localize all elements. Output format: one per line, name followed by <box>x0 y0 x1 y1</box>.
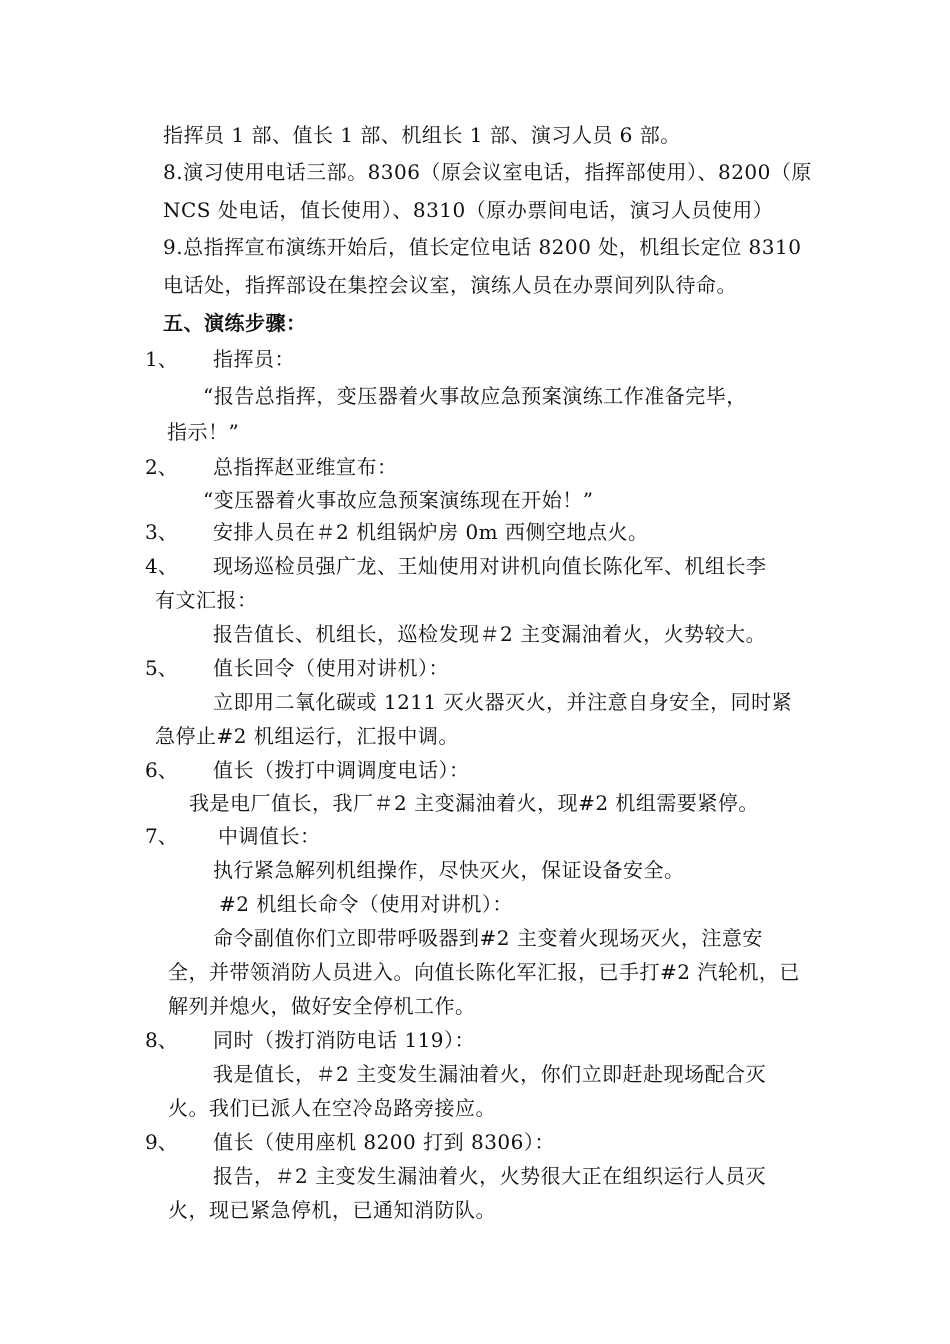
step-number: 6、 <box>145 758 178 782</box>
body-line: 我是电厂值长，我厂＃2 主变漏油着火，现#2 机组需要紧停。 <box>189 791 759 815</box>
step-text: 同时（拨打消防电话 119）： <box>213 1028 476 1052</box>
body-line: 有文汇报： <box>155 588 258 612</box>
body-line: 命令副值你们立即带呼吸器到#2 主变着火现场灭火，注意安 <box>213 926 763 950</box>
text-line: NCS 处电话，值长使用）、8310（原办票间电话，演习人员使用） <box>163 198 774 222</box>
body-line: 指示！” <box>167 420 240 444</box>
step-number: 2、 <box>145 455 178 479</box>
body-line: 急停止#2 机组运行，汇报中调。 <box>155 724 459 748</box>
text-line: 9.总指挥宣布演练开始后，值长定位电话 8200 处，机组长定位 8310 <box>163 235 802 259</box>
body-line: “报告总指挥，变压器着火事故应急预案演练工作准备完毕， <box>203 384 747 408</box>
body-line: 立即用二氧化碳或 1211 灭火器灭火，并注意自身安全，同时紧 <box>213 690 793 714</box>
step-text: 安排人员在＃2 机组锅炉房 0m 西侧空地点火。 <box>213 520 649 544</box>
body-line: 报告值长、机组长，巡检发现＃2 主变漏油着火，火势较大。 <box>213 622 767 646</box>
body-line: #2 机组长命令（使用对讲机）： <box>219 892 513 916</box>
text-line: 电话处，指挥部设在集控会议室，演练人员在办票间列队待命。 <box>163 273 737 297</box>
step-text: 指挥员： <box>213 347 295 371</box>
step-number: 5、 <box>145 656 178 680</box>
text-line: 8.演习使用电话三部。8306（原会议室电话，指挥部使用）、8200（原 <box>163 160 812 184</box>
step-number: 4、 <box>145 554 178 578</box>
body-line: 解列并熄火，做好安全停机工作。 <box>168 994 476 1018</box>
step-number: 3、 <box>145 520 178 544</box>
step-number: 7、 <box>145 824 178 848</box>
body-line: 火。我们已派人在空冷岛路旁接应。 <box>168 1096 496 1120</box>
step-text: 现场巡检员强广龙、王灿使用对讲机向值长陈化军、机组长李 <box>213 554 767 578</box>
section-title: 五、演练步骤： <box>163 311 307 335</box>
step-number: 8、 <box>145 1028 178 1052</box>
step-text: 值长（使用座机 8200 打到 8306）： <box>213 1130 555 1154</box>
body-line: 全，并带领消防人员进入。向值长陈化军汇报，已手打#2 汽轮机，已 <box>168 960 800 984</box>
step-text: 中调值长： <box>218 824 321 848</box>
step-number: 1、 <box>145 347 178 371</box>
step-text: 总指挥赵亚维宣布： <box>213 455 398 479</box>
step-text: 值长（拨打中调调度电话）： <box>213 758 470 782</box>
text-line: 指挥员 1 部、值长 1 部、机组长 1 部、演习人员 6 部。 <box>163 123 681 147</box>
step-text: 值长回令（使用对讲机）： <box>213 656 449 680</box>
body-line: “变压器着火事故应急预案演练现在开始！” <box>203 488 594 512</box>
step-number: 9、 <box>145 1130 178 1154</box>
body-line: 执行紧急解列机组操作，尽快灭火，保证设备安全。 <box>213 858 685 882</box>
body-line: 火，现已紧急停机，已通知消防队。 <box>168 1198 496 1222</box>
body-line: 我是值长，＃2 主变发生漏油着火，你们立即赶赴现场配合灭 <box>213 1062 767 1086</box>
body-line: 报告，＃2 主变发生漏油着火，火势很大正在组织运行人员灭 <box>213 1164 767 1188</box>
